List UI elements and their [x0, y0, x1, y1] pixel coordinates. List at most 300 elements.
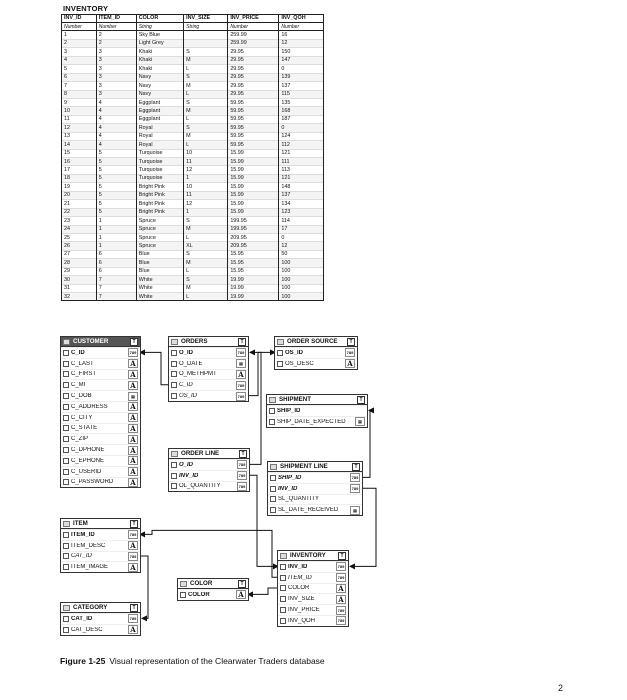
entity-field[interactable] — [278, 604, 348, 615]
table-cell: White — [136, 284, 183, 292]
entity-field[interactable] — [278, 561, 348, 572]
field-name: ITEM_ID — [71, 531, 95, 538]
field-checkbox[interactable] — [63, 479, 69, 485]
column-type: Number — [279, 23, 324, 31]
entity-header — [267, 395, 367, 405]
table-cell: Khaki — [136, 65, 183, 73]
entity-header — [61, 337, 140, 347]
table-cell: L — [184, 141, 228, 149]
entity-field[interactable] — [61, 358, 140, 369]
field-checkbox[interactable] — [171, 393, 177, 399]
entity-field[interactable] — [267, 405, 367, 416]
table-cell: 2 — [96, 39, 136, 47]
table-cell: 100 — [279, 267, 324, 275]
table-cell: 100 — [279, 276, 324, 284]
table-cell: 168 — [279, 107, 324, 115]
table-icon — [63, 339, 70, 345]
entity-title: ORDER SOURCE — [287, 338, 338, 345]
entity-field[interactable] — [275, 358, 357, 369]
entity-field[interactable] — [278, 615, 348, 626]
entity-header — [169, 337, 248, 347]
text-type-icon: A — [128, 478, 138, 487]
table-cell: Khaki — [136, 48, 183, 56]
table-cell: 31 — [62, 284, 97, 292]
field-checkbox[interactable] — [269, 419, 275, 425]
table-cell: 4 — [96, 115, 136, 123]
entity-field[interactable] — [268, 483, 362, 494]
field-name: SHIP_ID — [277, 407, 301, 414]
field-checkbox[interactable] — [270, 507, 276, 513]
table-cell: 7 — [96, 284, 136, 292]
table-cell: Royal — [136, 141, 183, 149]
field-name: C_ZIP — [71, 436, 89, 443]
table-cell: L — [184, 65, 228, 73]
field-checkbox[interactable] — [63, 543, 69, 549]
field-checkbox[interactable] — [63, 382, 69, 388]
table-cell: Spruce — [136, 225, 183, 233]
table-cell: Royal — [136, 124, 183, 132]
column-type: String — [136, 23, 183, 31]
field-checkbox[interactable] — [63, 404, 69, 410]
date-type-icon: ▤ — [236, 359, 246, 368]
table-cell: 15.99 — [228, 149, 279, 157]
entity-field[interactable] — [275, 347, 357, 358]
entity-header — [169, 449, 249, 459]
entity-field[interactable] — [61, 624, 140, 635]
field-name: COLOR — [288, 585, 310, 592]
inventory-entity[interactable] — [277, 550, 349, 627]
table-cell: 5 — [96, 166, 136, 174]
table-cell: 6 — [96, 259, 136, 267]
table-cell: L — [184, 90, 228, 98]
entity-field[interactable] — [61, 390, 140, 401]
field-checkbox[interactable] — [280, 575, 286, 581]
date-type-icon: ▤ — [355, 417, 365, 426]
entity-field[interactable] — [278, 583, 348, 594]
text-type-icon: A — [236, 370, 246, 379]
table-cell: 209.95 — [228, 242, 279, 250]
relationship-line — [248, 588, 278, 594]
field-name: SL_DATE_RECEIVED — [278, 507, 339, 514]
table-cell: 21 — [62, 200, 97, 208]
table-cell: 3 — [96, 82, 136, 90]
toggle-icon[interactable]: T — [238, 338, 246, 346]
relationship-line — [249, 352, 261, 464]
entity-title: SHIPMENT — [279, 396, 311, 403]
field-checkbox[interactable] — [171, 382, 177, 388]
entity-field[interactable] — [169, 369, 248, 380]
text-type-icon: A — [128, 359, 138, 368]
table-cell: 14 — [62, 141, 97, 149]
figure-label: Figure 1-25 — [60, 656, 106, 666]
entity-field[interactable] — [169, 347, 248, 358]
table-cell: 209.95 — [228, 233, 279, 241]
figure-caption — [60, 656, 325, 666]
field-checkbox[interactable] — [63, 627, 69, 633]
entity-title: ORDERS — [181, 338, 208, 345]
table-cell: 5 — [62, 65, 97, 73]
table-cell: Turquoise — [136, 174, 183, 182]
entity-field[interactable] — [61, 412, 140, 423]
field-checkbox[interactable] — [63, 393, 69, 399]
entity-field[interactable] — [278, 593, 348, 604]
entity-field[interactable] — [268, 504, 362, 515]
entity-field[interactable] — [267, 416, 367, 427]
table-cell: 12 — [62, 124, 97, 132]
entity-field[interactable] — [169, 459, 249, 470]
table-cell: M — [184, 107, 228, 115]
field-name: C_EPHONE — [71, 457, 105, 464]
table-cell: 25 — [62, 233, 97, 241]
field-name: SL_QUANTITY — [278, 496, 320, 503]
table-cell: 147 — [279, 56, 324, 64]
table-cell: 15.99 — [228, 191, 279, 199]
table-cell: 3 — [62, 48, 97, 56]
field-name: O_METHPMT — [179, 371, 217, 378]
table-cell: 59.95 — [228, 98, 279, 106]
table-cell: 148 — [279, 183, 324, 191]
entity-header — [268, 462, 362, 472]
entity-field[interactable] — [61, 455, 140, 466]
field-checkbox[interactable] — [180, 592, 186, 598]
table-cell: 5 — [96, 158, 136, 166]
field-checkbox[interactable] — [63, 425, 69, 431]
table-cell: 11 — [184, 191, 228, 199]
field-checkbox[interactable] — [269, 408, 275, 414]
number-type-icon: 789 — [238, 462, 246, 468]
entity-title: CUSTOMER — [73, 338, 109, 345]
field-checkbox[interactable] — [63, 415, 69, 421]
table-cell: 28 — [62, 259, 97, 267]
field-checkbox[interactable] — [171, 462, 177, 468]
table-cell: 15.99 — [228, 183, 279, 191]
table-cell: Turquoise — [136, 149, 183, 157]
entity-field[interactable] — [61, 551, 140, 562]
column-header: INV_ID — [62, 15, 97, 23]
field-checkbox[interactable] — [280, 564, 286, 570]
table-cell: Turquoise — [136, 158, 183, 166]
table-cell: 29.95 — [228, 90, 279, 98]
table-icon — [270, 464, 277, 470]
field-name: OS_ID — [285, 349, 304, 356]
column-type: Number — [96, 23, 136, 31]
field-name: C_FIRST — [71, 371, 97, 378]
number-type-icon: 789 — [237, 393, 245, 399]
table-cell: 17 — [279, 225, 324, 233]
table-cell: S — [184, 48, 228, 56]
column-type: Number — [228, 23, 279, 31]
toggle-icon[interactable]: T — [239, 450, 247, 458]
toggle-icon[interactable]: T — [238, 580, 246, 588]
table-cell: 3 — [96, 73, 136, 81]
table-cell: 0 — [279, 233, 324, 241]
number-type-icon: 789 — [129, 616, 137, 622]
table-cell: Eggplant — [136, 107, 183, 115]
table-cell: 2 — [96, 31, 136, 39]
table-cell: 11 — [62, 115, 97, 123]
table-cell: Eggplant — [136, 115, 183, 123]
table-cell: Bright Pink — [136, 200, 183, 208]
field-name: COLOR — [188, 591, 210, 598]
figure-caption-text: Visual representation of the Clearwater Traders database — [109, 656, 325, 666]
entity-header — [61, 603, 140, 613]
order-line-entity[interactable] — [168, 448, 250, 492]
table-cell: 29.95 — [228, 65, 279, 73]
table-cell: 137 — [279, 191, 324, 199]
table-cell: 22 — [62, 208, 97, 216]
table-cell: L — [184, 233, 228, 241]
table-cell: 121 — [279, 174, 324, 182]
table-cell: 30 — [62, 276, 97, 284]
text-type-icon: A — [336, 595, 346, 604]
field-name: OS_ID — [179, 393, 198, 400]
table-cell: 59.95 — [228, 141, 279, 149]
date-type-icon: ▤ — [128, 392, 138, 401]
color-entity[interactable] — [177, 578, 249, 601]
text-type-icon: A — [128, 456, 138, 465]
table-cell: 15.99 — [228, 174, 279, 182]
field-name: O_DATE — [179, 360, 203, 367]
table-cell: M — [184, 82, 228, 90]
entity-field[interactable] — [169, 358, 248, 369]
field-checkbox[interactable] — [63, 458, 69, 464]
number-type-icon: 789 — [337, 618, 345, 624]
field-checkbox[interactable] — [277, 361, 283, 367]
table-cell: 13 — [62, 132, 97, 140]
entity-field[interactable] — [178, 589, 248, 600]
entity-field[interactable] — [169, 379, 248, 390]
entity-field[interactable] — [61, 613, 140, 624]
table-cell: 5 — [96, 208, 136, 216]
table-cell: 135 — [279, 98, 324, 106]
number-type-icon: 789 — [237, 382, 245, 388]
field-checkbox[interactable] — [63, 553, 69, 559]
table-cell: 15 — [62, 149, 97, 157]
table-cell: 112 — [279, 141, 324, 149]
field-checkbox[interactable] — [63, 350, 69, 356]
table-cell: M — [184, 225, 228, 233]
entity-header — [275, 337, 357, 347]
table-cell: S — [184, 98, 228, 106]
field-checkbox[interactable] — [63, 447, 69, 453]
entity-title: ITEM — [73, 520, 88, 527]
table-cell: 4 — [96, 107, 136, 115]
table-cell: 4 — [96, 98, 136, 106]
field-checkbox[interactable] — [63, 469, 69, 475]
field-checkbox[interactable] — [63, 361, 69, 367]
table-cell: 121 — [279, 149, 324, 157]
table-cell: 113 — [279, 166, 324, 174]
entity-field[interactable] — [61, 369, 140, 380]
table-cell: 26 — [62, 242, 97, 250]
table-cell: 27 — [62, 250, 97, 258]
table-cell: Turquoise — [136, 166, 183, 174]
table-cell: 100 — [279, 284, 324, 292]
table-cell: S — [184, 250, 228, 258]
table-cell: 1 — [96, 233, 136, 241]
inventory-table-title: INVENTORY — [63, 4, 109, 13]
entity-field[interactable] — [61, 466, 140, 477]
table-cell: 6 — [96, 267, 136, 275]
table-cell: 15.95 — [228, 267, 279, 275]
table-cell: Light Grey — [136, 39, 183, 47]
table-cell: 7 — [96, 293, 136, 301]
entity-field[interactable] — [278, 572, 348, 583]
field-checkbox[interactable] — [270, 496, 276, 502]
entity-field[interactable] — [169, 390, 248, 401]
entity-title: ORDER LINE — [181, 450, 220, 457]
field-checkbox[interactable] — [280, 607, 286, 613]
text-type-icon: A — [128, 370, 138, 379]
field-checkbox[interactable] — [63, 616, 69, 622]
entity-field[interactable] — [61, 477, 140, 488]
field-checkbox[interactable] — [171, 371, 177, 377]
table-cell: L — [184, 115, 228, 123]
table-cell: White — [136, 276, 183, 284]
entity-field[interactable] — [268, 472, 362, 483]
number-type-icon: 789 — [351, 475, 359, 481]
table-cell: 114 — [279, 217, 324, 225]
field-name: INV_ID — [288, 563, 308, 570]
field-checkbox[interactable] — [171, 483, 177, 489]
field-checkbox[interactable] — [270, 486, 276, 492]
table-cell: S — [184, 217, 228, 225]
field-checkbox[interactable] — [63, 564, 69, 570]
table-cell: 111 — [279, 158, 324, 166]
field-checkbox[interactable] — [280, 585, 286, 591]
toggle-icon[interactable]: T — [352, 463, 360, 471]
entity-header — [61, 519, 140, 529]
table-cell: 17 — [62, 166, 97, 174]
table-cell: 59.95 — [228, 115, 279, 123]
item-entity[interactable] — [60, 518, 141, 573]
entity-field[interactable] — [61, 379, 140, 390]
table-cell: 4 — [96, 141, 136, 149]
table-cell: 5 — [96, 191, 136, 199]
table-cell: 12 — [184, 166, 228, 174]
field-checkbox[interactable] — [171, 361, 177, 367]
table-cell: S — [184, 276, 228, 284]
table-cell: 29 — [62, 267, 97, 275]
table-cell: 4 — [62, 56, 97, 64]
toggle-icon[interactable]: T — [338, 552, 346, 560]
entity-field[interactable] — [61, 423, 140, 434]
table-cell: Navy — [136, 73, 183, 81]
table-cell: 7 — [62, 82, 97, 90]
text-type-icon: A — [128, 381, 138, 390]
field-checkbox[interactable] — [171, 473, 177, 479]
toggle-icon[interactable]: T — [130, 520, 138, 528]
entity-field[interactable] — [61, 540, 140, 551]
table-cell: 100 — [279, 293, 324, 301]
text-type-icon: A — [128, 424, 138, 433]
toggle-icon[interactable]: T — [347, 338, 355, 346]
customer-entity[interactable] — [60, 336, 141, 488]
entity-field[interactable] — [61, 401, 140, 412]
field-checkbox[interactable] — [63, 436, 69, 442]
number-type-icon: 789 — [337, 564, 345, 570]
table-cell: 3 — [96, 48, 136, 56]
field-checkbox[interactable] — [270, 475, 276, 481]
table-cell: M — [184, 284, 228, 292]
table-cell: 124 — [279, 132, 324, 140]
table-cell: 0 — [279, 65, 324, 73]
table-cell: 12 — [279, 39, 324, 47]
field-checkbox[interactable] — [171, 350, 177, 356]
field-checkbox[interactable] — [280, 596, 286, 602]
entity-title: INVENTORY — [290, 552, 326, 559]
table-cell: Spruce — [136, 233, 183, 241]
field-name: CAT_DESC — [71, 626, 103, 633]
entity-field[interactable] — [169, 481, 249, 492]
table-cell: 19.99 — [228, 284, 279, 292]
entity-title: CATEGORY — [73, 604, 108, 611]
table-cell: Bright Pink — [136, 208, 183, 216]
field-checkbox[interactable] — [63, 371, 69, 377]
table-cell: 12 — [184, 200, 228, 208]
field-name: C_MI — [71, 382, 86, 389]
shipment-entity[interactable] — [266, 394, 368, 428]
column-type: Number — [62, 23, 97, 31]
table-cell: 29.95 — [228, 56, 279, 64]
table-cell: 1 — [96, 225, 136, 233]
entity-title: COLOR — [190, 580, 213, 587]
table-cell: Navy — [136, 90, 183, 98]
table-cell: 1 — [184, 174, 228, 182]
table-cell: 0 — [279, 124, 324, 132]
table-cell: Bright Pink — [136, 183, 183, 191]
field-name: C_USERID — [71, 468, 102, 475]
table-cell: 5 — [96, 183, 136, 191]
shipment-line-entity[interactable] — [267, 461, 363, 516]
table-cell: 187 — [279, 115, 324, 123]
orders-entity[interactable] — [168, 336, 249, 402]
order-source-entity[interactable] — [274, 336, 358, 370]
table-cell: 137 — [279, 82, 324, 90]
category-entity[interactable] — [60, 602, 141, 636]
text-type-icon: A — [236, 590, 246, 599]
toggle-icon[interactable]: T — [357, 396, 365, 404]
entity-field[interactable] — [61, 444, 140, 455]
number-type-icon: 789 — [129, 532, 137, 538]
field-checkbox[interactable] — [63, 532, 69, 538]
table-cell: 16 — [62, 158, 97, 166]
field-checkbox[interactable] — [280, 618, 286, 624]
number-type-icon: 789 — [351, 486, 359, 492]
toggle-icon[interactable]: T — [130, 338, 138, 346]
entity-field[interactable] — [268, 494, 362, 505]
table-cell: M — [184, 56, 228, 64]
date-type-icon: ▤ — [350, 506, 360, 515]
table-icon — [180, 581, 187, 587]
table-cell: Blue — [136, 267, 183, 275]
table-cell: L — [184, 293, 228, 301]
number-type-icon: 789 — [346, 350, 354, 356]
table-icon — [171, 339, 178, 345]
table-cell: 1 — [184, 208, 228, 216]
text-type-icon: A — [128, 541, 138, 550]
entity-field[interactable] — [61, 433, 140, 444]
entity-field[interactable] — [61, 347, 140, 358]
field-name: INV_SIZE — [288, 596, 315, 603]
entity-field[interactable] — [61, 561, 140, 572]
field-name: C_PASSWORD — [71, 479, 114, 486]
entity-field[interactable] — [169, 470, 249, 481]
field-checkbox[interactable] — [277, 350, 283, 356]
entity-field[interactable] — [61, 529, 140, 540]
toggle-icon[interactable]: T — [130, 604, 138, 612]
table-cell: 19 — [62, 183, 97, 191]
